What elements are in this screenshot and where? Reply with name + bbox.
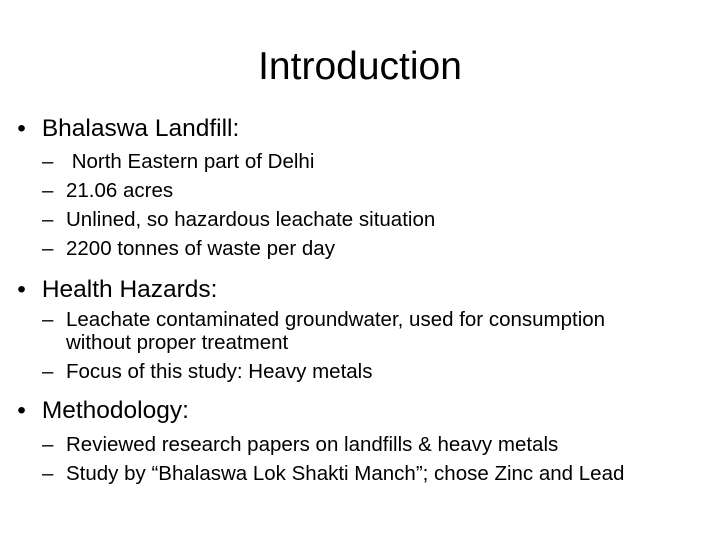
sub-item	[42, 234, 435, 263]
sub-item	[42, 205, 435, 234]
sub-item-text: Reviewed research papers on landfills & heavy metals	[66, 433, 559, 456]
sub-item-text: Focus of this study: Heavy metals	[66, 360, 373, 383]
dash-marker: –	[42, 308, 54, 331]
sub-item	[42, 308, 605, 354]
sub-list-health	[42, 304, 605, 386]
sub-item	[42, 176, 435, 205]
dash-marker: –	[42, 360, 54, 383]
sub-item-text: Study by “Bhalaswa Lok Shakti Manch”; chose Zinc and Lead	[66, 462, 625, 485]
sub-list-methodology	[42, 430, 624, 488]
bullet-methodology	[8, 396, 189, 426]
sub-item	[42, 430, 624, 459]
sub-item-text: 2200 tonnes of waste per day	[66, 237, 335, 260]
sub-item-text: Unlined, so hazardous leachate situation	[66, 208, 436, 231]
sub-item-text-continued: without proper treatment	[66, 331, 289, 354]
bullet-heading: Health Hazards:	[41, 276, 218, 303]
bullet-heading: Bhalaswa Landfill:	[41, 115, 240, 142]
sub-item-text: 21.06 acres	[66, 179, 174, 202]
bullet-marker: •	[17, 276, 26, 303]
bullet-bhalaswa-landfill	[8, 114, 239, 144]
dash-marker: –	[42, 433, 54, 456]
dash-marker: –	[42, 237, 54, 260]
dash-marker: –	[42, 150, 54, 173]
sub-list-landfill	[42, 147, 435, 263]
bullet-marker: •	[17, 397, 26, 424]
sub-item	[42, 357, 605, 386]
sub-item-text: Leachate contaminated groundwater, used for consumption	[66, 308, 606, 331]
dash-marker: –	[42, 208, 54, 231]
bullet-heading: Methodology:	[41, 397, 189, 424]
bullet-health-hazards	[8, 275, 217, 305]
dash-marker: –	[42, 179, 54, 202]
dash-marker: –	[42, 462, 54, 485]
slide-title: Introduction	[258, 45, 462, 88]
sub-item	[42, 459, 624, 488]
bullet-marker: •	[17, 115, 26, 142]
sub-item-text: North Eastern part of Delhi	[66, 150, 315, 173]
sub-item	[42, 147, 435, 176]
